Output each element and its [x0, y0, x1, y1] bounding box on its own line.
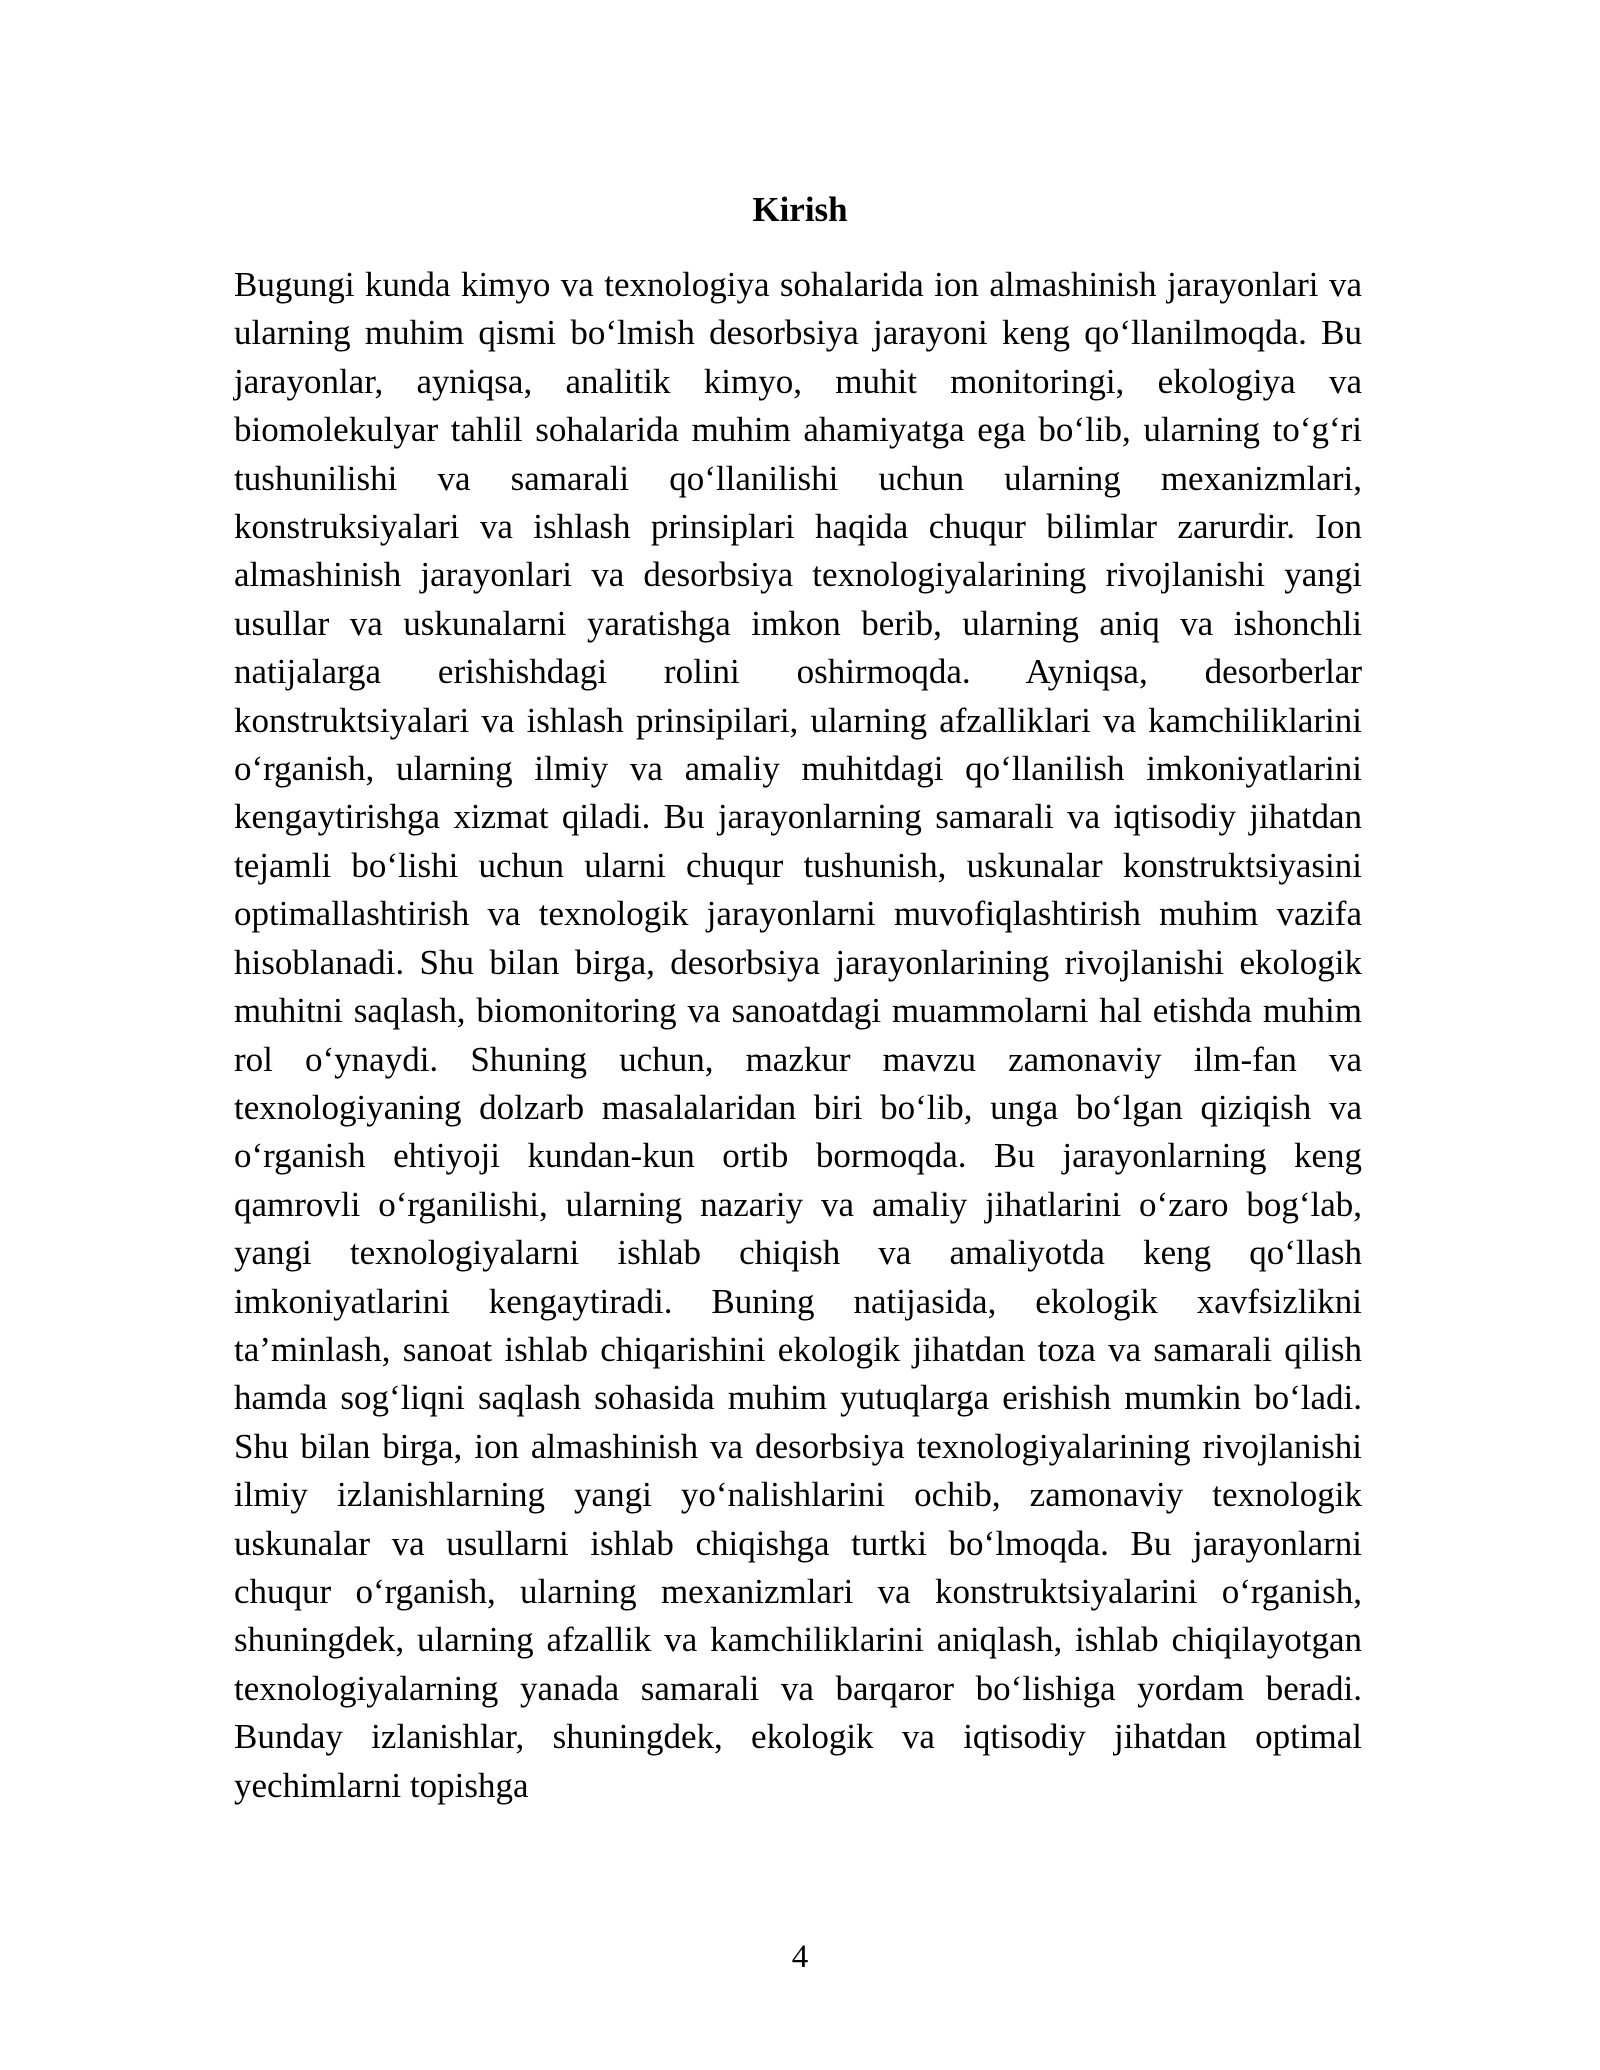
section-title: Kirish [752, 190, 848, 229]
page-number: 4 [791, 1939, 809, 1975]
body-paragraph: Bugungi kunda kimyo va texnologiya sohalarida ion almashinish jarayonlari va ularning muhim qismi bo‘lmish desorbsiya jarayoni keng qo‘llanilmoqda. Bu jarayonlar, ayniqsa, analitik kimyo, muhit monitoringi, ekologiya va biomolekulyar tahlil sohalarida muhim ahamiyatga ega bo‘lib, ularning to‘g‘ri tushunilishi va samarali qo‘llanilishi uchun ularning mexanizmlari, konstruksiyalari va ishlash prinsiplari haqida chuqur bilimlar zarurdir. Ion almashinish jarayonlari va desorbsiya texnologiyalarining rivojlanishi yangi usullar va uskunalarni yaratishga imkon berib, ularning aniq va ishonchli natijalarga erishishdagi rolini oshirmoqda. Ayniqsa, desorberlar konstruktsiyalari va ishlash prinsipilari, ularning afzalliklari va kamchiliklarini o‘rganish, ularning ilmiy va amaliy muhitdagi qo‘llanilish imkoniyatlarini kengaytirishga xizmat qiladi. Bu jarayonlarning samarali va iqtisodiy jihatdan tejamli bo‘lishi uchun ularni chuqur tushunish, uskunalar konstruktsiyasini optimallashtirish va texnologik jarayonlarni muvofiqlashtirish muhim vazifa hisoblanadi. Shu bilan birga, desorbsiya jarayonlarining rivojlanishi ekologik muhitni saqlash, biomonitoring va sanoatdagi muammolarni hal etishda muhim rol o‘ynaydi. Shuning uchun, mazkur mavzu zamonaviy ilm-fan va texnologiyaning dolzarb masalalaridan biri bo‘lib, unga bo‘lgan qiziqish va o‘rganish ehtiyoji kundan-kun ortib bormoqda. Bu jarayonlarning keng qamrovli o‘rganilishi, ularning nazariy va amaliy jihatlarini o‘zaro bog‘lab, yangi texnologiyalarni ishlab chiqish va amaliyotda keng qo‘llash imkoniyatlarini kengaytiradi. Buning natijasida, ekologik xavfsizlikni ta’minlash, sanoat ishlab chiqarishini ekologik jihatdan toza va samarali qilish hamda sog‘liqni saqlash sohasida muhim yutuqlarga erishish mumkin bo‘ladi. Shu bilan birga, ion almashinish va desorbsiya texnologiyalarining rivojlanishi ilmiy izlanishlarning yangi yo‘nalishlarini ochib, zamonaviy texnologik uskunalar va usullarni ishlab chiqishga turtki bo‘lmoqda. Bu jarayonlarni chuqur o‘rganish, ularning mexanizmlari va konstruktsiyalarini o‘rganish, shuningdek, ularning afzallik va kamchiliklarini aniqlash, ishlab chiqilayotgan texnologiyalarning yanada samarali va barqaror bo‘lishiga yordam beradi. Bunday izlanishlar, shuningdek, ekologik va iqtisodiy jihatdan optimal yechimlarni topishga [234, 265, 1362, 1805]
